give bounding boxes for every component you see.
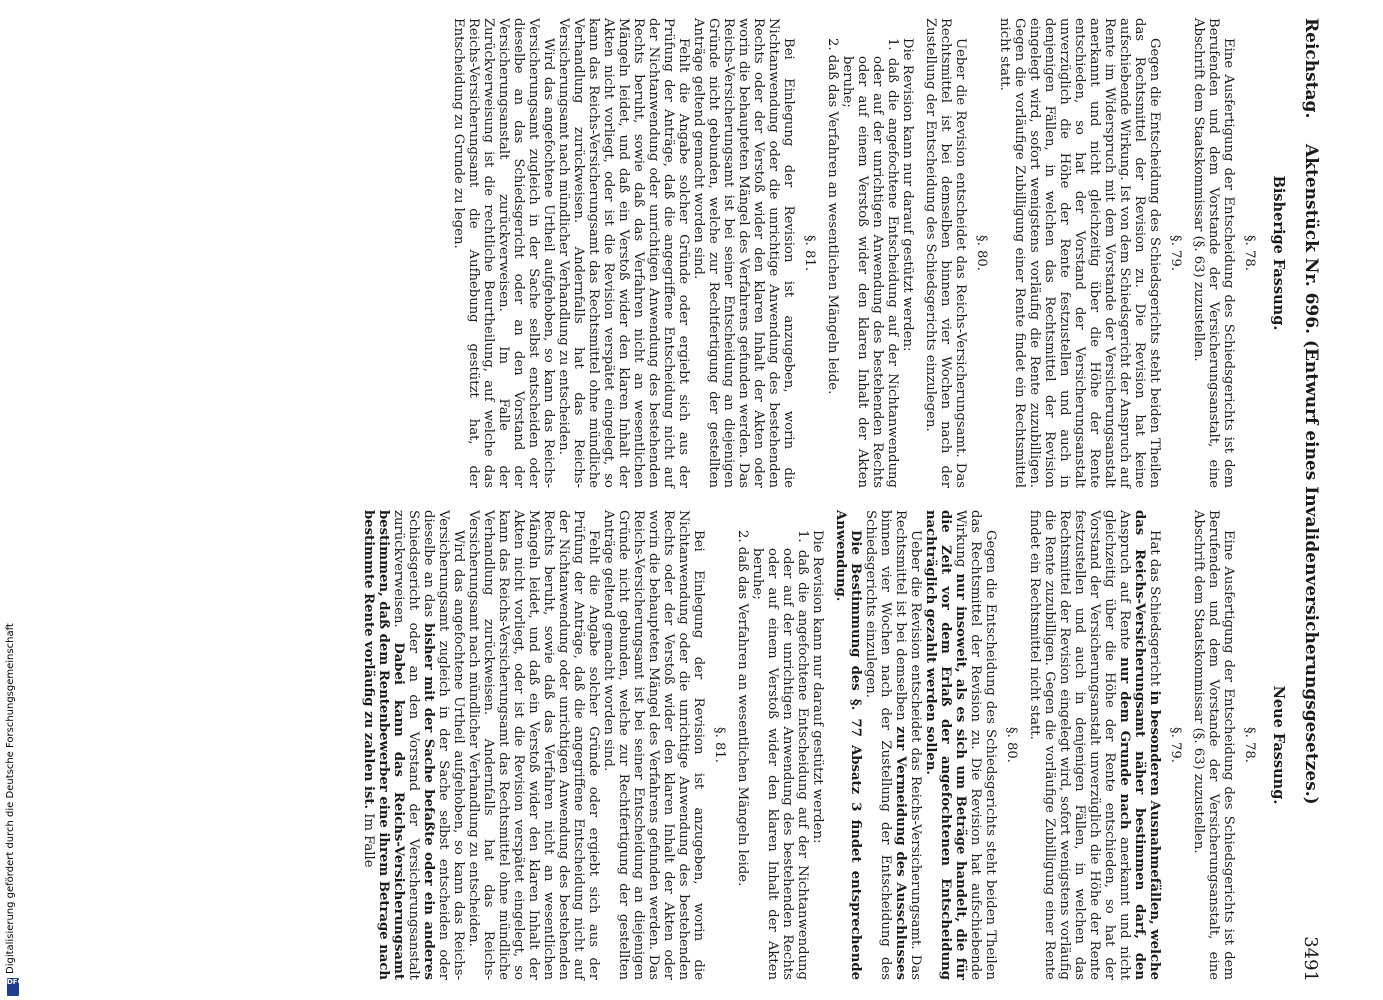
paragraph: Die Revision kann nur darauf gestützt werden: bbox=[810, 530, 825, 844]
list-item: 1. daß die angefochtene Entscheidung auf der Nichtanwendung oder auf der unrichtigen Anwendung des bestehenden Rechts oder auf einem Verstoß wider den klaren Inhalt der Akten beruhe; bbox=[840, 38, 900, 488]
list-item: 2. daß das Verfahren an wesentlichen Mängeln leide. bbox=[735, 530, 750, 887]
paragraph bbox=[863, 510, 923, 980]
list-item: 2. daß das Verfahren an wesentlichen Mängeln leide. bbox=[825, 38, 840, 395]
text-run: Im Falle bbox=[361, 809, 376, 868]
header-title: Aktenstück Nr. 696. (Entwurf eines Invalidenversicherungsgesetzes.) bbox=[1301, 144, 1321, 805]
credit-text: Digitalisierung gefördert durch die Deutsche Forschungsgemeinschaft bbox=[5, 623, 16, 974]
section-heading: §. 81. bbox=[712, 727, 727, 763]
emphasis: nur insoweit, als es sich um Beträge handelt, die für die Zeit vor dem Erlaß der angefochtenen Entscheidung nachträglich gezahlt werden sollen. bbox=[923, 510, 968, 980]
paragraph: Die Revision kann nur darauf gestützt werden: bbox=[900, 38, 915, 352]
header-left: Reichstag. bbox=[1301, 18, 1321, 119]
paragraph bbox=[361, 510, 466, 980]
emphasis: in besonderen Ausnahmefällen, welche das Reichs-Versicherungsamt näher bestimmen darf, den bbox=[1132, 510, 1162, 980]
paragraph: Fehlt die Angabe solcher Gründe oder ergiebt sich aus der Prüfung der Anträge, daß die angegriffene Entscheidung nicht auf der Nichtanwendung oder unrichtigen Anwendung des bestehenden Rechts beruht, sowie daß das Verfahren nicht an wesentlichen Mängeln leidet, und daß ein Verstoß wider den klaren Inhalt der Akten nicht vorliegt, oder ist die Revision verspätet eingelegt, so kann das Reichs-Versicherungsamt das Rechtsmittel ohne mündliche Verhandlung zurückweisen. Andernfalls hat das Reichs-Versicherungsamt nach mündlicher Verhandlung zu entscheiden. bbox=[556, 18, 691, 488]
text-run: anerkannt und nicht gleichzeitig über die Höhe der Rente entschieden, so hat der Vorstand der Versicherungsanstalt unverzüglich die Höhe der Rente festzustellen und auch in denjenigen Fällen, in welchen das Rechtsmittel der Revision eingelegt wird, sofort wenigstens vorläufig die Rente zuzubilligen. Gegen die vorläufige Zubilligung einer Rente findet ein Rechtsmittel nicht statt. bbox=[1027, 510, 1132, 980]
text-run: Anspruch auf Rente bbox=[1117, 510, 1132, 658]
dfg-logo-icon: DFG bbox=[7, 978, 19, 996]
page-number: 3491 bbox=[1300, 936, 1321, 982]
paragraph: Gegen die Entscheidung des Schiedsgerichts steht beiden Theilen das Rechtsmittel der Revision zu. Die Revision hat keine aufschiebende Wirkung. Ist von dem Schiedsgericht der Anspruch auf Rente im Widerspruch mit dem Vorstande der Versicherungsanstalt anerkannt und nicht gleichzeitig über die Höhe der Rente entschieden, so hat der Vorstand der Versicherungsanstalt unverzüglich die Höhe der Rente festzustellen und auch in denjenigen Fällen, in welchen das Rechtsmittel der Revision eingelegt wird, sofort wenigstens vorläufig die Rente zuzubilligen. Gegen die vorläufige Zubilligung einer Rente findet ein Rechtsmittel nicht statt. bbox=[997, 18, 1162, 488]
section-heading: §. 79. bbox=[1168, 235, 1183, 271]
paragraph: Eine Ausfertigung der Entscheidung des Schiedsgerichts ist dem Berufenden und dem Vorstande der Versicherungsanstalt, eine Abschrift dem Staatskommissar (§. 63) zuzustellen. bbox=[1191, 510, 1236, 980]
paragraph bbox=[833, 510, 863, 980]
list-item: 1. daß die angefochtene Entscheidung auf der Nichtanwendung oder auf der unrichtigen Anwendung des bestehenden Rechts oder auf einem Verstoß wider den klaren Inhalt der Akten beruhe; bbox=[750, 530, 810, 980]
text-run: binnen vier Wochen nach der Zustellung der Entscheidung des Schiedsgerichts einzulegen. bbox=[863, 510, 893, 980]
column-title: Bisherige Fassung. bbox=[1270, 175, 1287, 331]
section-heading: §. 79. bbox=[1168, 727, 1183, 763]
running-header bbox=[1292, 18, 1321, 990]
paragraph: Fehlt die Angabe solcher Gründe oder ergiebt sich aus der Prüfung der Anträge, daß die angegriffene Entscheidung nicht auf der Nichtanwendung oder unrichtigen Anwendung des bestehenden Rechts beruht, sowie daß das Verfahren nicht an wesentlichen Mängeln leidet, und daß ein Verstoß wider den klaren Inhalt der Akten nicht vorliegt, oder ist die Revision verspätet eingelegt, so kann das Reichs-Versicherungsamt das Rechtsmittel ohne mündliche Verhandlung zurückweisen. Andernfalls hat das Reichs-Versicherungsamt nach mündlicher Verhandlung zu entscheiden. bbox=[466, 510, 601, 980]
section-heading: §. 80. bbox=[1004, 727, 1019, 763]
emphasis: nur dem Grunde nach bbox=[1117, 657, 1132, 830]
column-title: Neue Fassung. bbox=[1270, 685, 1287, 805]
text-run: Hat das Schiedsgericht bbox=[1147, 530, 1162, 691]
column-previous-version bbox=[451, 18, 1286, 488]
paragraph: Ueber die Revision entscheidet das Reichs-Versicherungsamt. Das Rechtsmittel ist bei demselben binnen vier Wochen nach der Zustellung der Entscheidung des Schiedsgerichts einzulegen. bbox=[923, 18, 968, 488]
paragraph: Eine Ausfertigung der Entscheidung des Schiedsgerichts ist dem Berufenden und dem Vorstande der Versicherungsanstalt, eine Abschrift dem Staatskommissar (§. 63) zuzustellen. bbox=[1191, 18, 1236, 488]
paragraph bbox=[1027, 510, 1162, 980]
section-heading: §. 80. bbox=[974, 235, 989, 271]
paragraph: Bei Einlegung der Revision ist anzugeben, worin die Nichtanwendung oder die unrichtige Anwendung des bestehenden Rechts oder der Verstoß wider den klaren Inhalt der Akten oder worin die behaupteten Mängel des Verfahrens gefunden werden. Das Reichs-Versicherungsamt ist bei seiner Entscheidung an diejenigen Gründe nicht gebunden, welche zur Rechtfertigung der gestellten Anträge geltend gemacht worden sind. bbox=[601, 510, 706, 980]
emphasis: bisher mit der Sache befaßte oder ein anderes bbox=[421, 623, 436, 980]
emphasis: zur Vermeidung des Ausschlusses bbox=[893, 726, 908, 980]
section-heading: §. 78. bbox=[1242, 235, 1257, 271]
text-run: Gegen die Entscheidung des Schiedsgerichts steht beiden Theilen das Rechtsmittel der Revision zu. Die Revision hat aufschiebende Wirkung bbox=[953, 510, 998, 980]
column-new-version bbox=[361, 510, 1286, 980]
text-run: Schiedsgericht oder an den Vorstand der Versicherungsanstalt zurückverweisen. bbox=[391, 510, 421, 980]
paragraph: Bei Einlegung der Revision ist anzugeben, worin die Nichtanwendung oder die unrichtige Anwendung des bestehenden Rechts oder der Verstoß wider den klaren Inhalt der Akten oder worin die behaupteten Mängel des Verfahrens gefunden werden. Das Reichs-Versicherungsamt ist bei seiner Entscheidung an diejenigen Gründe nicht gebunden, welche zur Rechtfertigung der gestellten Anträge geltend gemacht worden sind. bbox=[691, 18, 796, 488]
section-heading: §. 78. bbox=[1242, 727, 1257, 763]
emphasis: Die Bestimmung des §. 77 Absatz 3 findet entsprechende Anwendung. bbox=[833, 510, 863, 980]
paragraph: Wird das angefochtene Urtheil aufgehoben, so kann das Reichs-Versicherungsamt zugleich in der Sache selbst entscheiden oder dieselbe an das Schiedsgericht oder an den Vorstand der Versicherungsanstalt zurückverweisen. Im Falle der Zurückverweisung ist die rechtliche Beurtheilung, auf welche das Reichs-Versicherungsamt die Aufhebung gestützt hat, der Entscheidung zu Grunde zu legen. bbox=[451, 18, 556, 488]
section-heading: §. 81. bbox=[802, 235, 817, 271]
emphasis: Dabei kann das Reichs-Versicherungsamt bestimmen, daß dem Rentenbewerber eine ihrem Betrage nach bestimmte Rente vorläufig zu zahlen ist. bbox=[361, 510, 406, 980]
text-run: Ueber die Revision entscheidet das Reichs-Versicherungsamt. Das Rechtsmittel ist bei demselben bbox=[893, 510, 923, 980]
paragraph bbox=[923, 510, 998, 980]
text-run: Wird das angefochtene Urtheil aufgehoben, so kann das Reichs-Versicherungsamt zugleich in der Sache selbst entscheiden oder dieselbe an das bbox=[421, 510, 466, 980]
